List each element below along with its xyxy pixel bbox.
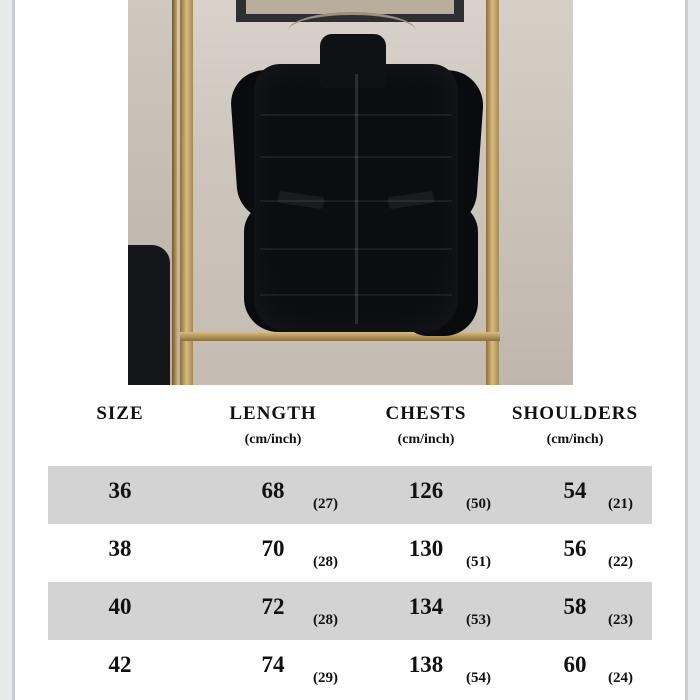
jacket-seam [260,248,452,250]
cell-chest-inch: (53) [466,612,491,628]
cell-length: 70 (28) [261,536,338,570]
cell-chest-inch: (51) [466,554,491,570]
cell-shoulder-inch: (23) [608,612,633,628]
background-garment [128,245,170,385]
jacket-seam [260,114,452,116]
cell-shoulder: 54 (21) [563,478,633,512]
size-chart-table [48,404,652,698]
cell-size: 36 [108,478,132,503]
column-header-shoulders [500,404,650,448]
gold-trim-thin [172,0,177,385]
size-chart-header [48,404,652,466]
page-edge-right [688,0,700,700]
cell-chest: 130 (51) [408,536,491,570]
table-row [48,466,652,524]
table-row [48,640,652,698]
jacket-zipper [355,74,358,324]
jacket-seam [260,294,452,296]
table-row [48,524,652,582]
product-photo [128,0,573,385]
cell-shoulder-inch: (24) [608,670,633,686]
page-edge-left-line [12,0,15,700]
jacket-collar [320,34,386,88]
cell-shoulder: 58 (23) [563,594,633,628]
page-edge-right-line [685,0,688,700]
column-header-length-title: LENGTH [229,403,317,424]
cell-length: 72 (28) [261,594,338,628]
cell-size: 38 [108,536,132,561]
column-header-chests [356,404,496,448]
cell-length-inch: (29) [313,670,338,686]
gold-trim-left [180,0,193,385]
cell-shoulder: 56 (22) [563,536,633,570]
column-header-chests-title: CHESTS [385,403,467,424]
page-edge-left [0,0,12,700]
column-header-length [198,404,348,448]
cell-chest: 126 (50) [408,478,491,512]
cell-length-inch: (27) [313,496,338,512]
column-header-shoulders-title: SHOULDERS [511,403,639,424]
puffer-jacket [216,22,496,344]
cell-length-inch: (28) [313,554,338,570]
cell-shoulder: 60 (24) [563,652,633,686]
cell-shoulder-inch: (22) [608,554,633,570]
column-header-size [60,404,180,423]
column-header-size-title: SIZE [96,403,144,424]
cell-shoulder-inch: (21) [608,496,633,512]
cell-chest: 134 (53) [408,594,491,628]
column-header-shoulders-unit: (cm/inch) [546,432,604,447]
table-row [48,582,652,640]
cell-size: 40 [108,594,132,619]
column-header-length-unit: (cm/inch) [244,432,302,447]
cell-length: 68 (27) [261,478,338,512]
cell-length: 74 (29) [261,652,338,686]
cell-size: 42 [108,652,132,677]
column-header-chests-unit: (cm/inch) [397,432,455,447]
cell-length-inch: (28) [313,612,338,628]
cell-chest-inch: (50) [466,496,491,512]
jacket-seam [260,156,452,158]
cell-chest: 138 (54) [408,652,491,686]
wall-panel-right [495,0,573,385]
cell-chest-inch: (54) [466,670,491,686]
